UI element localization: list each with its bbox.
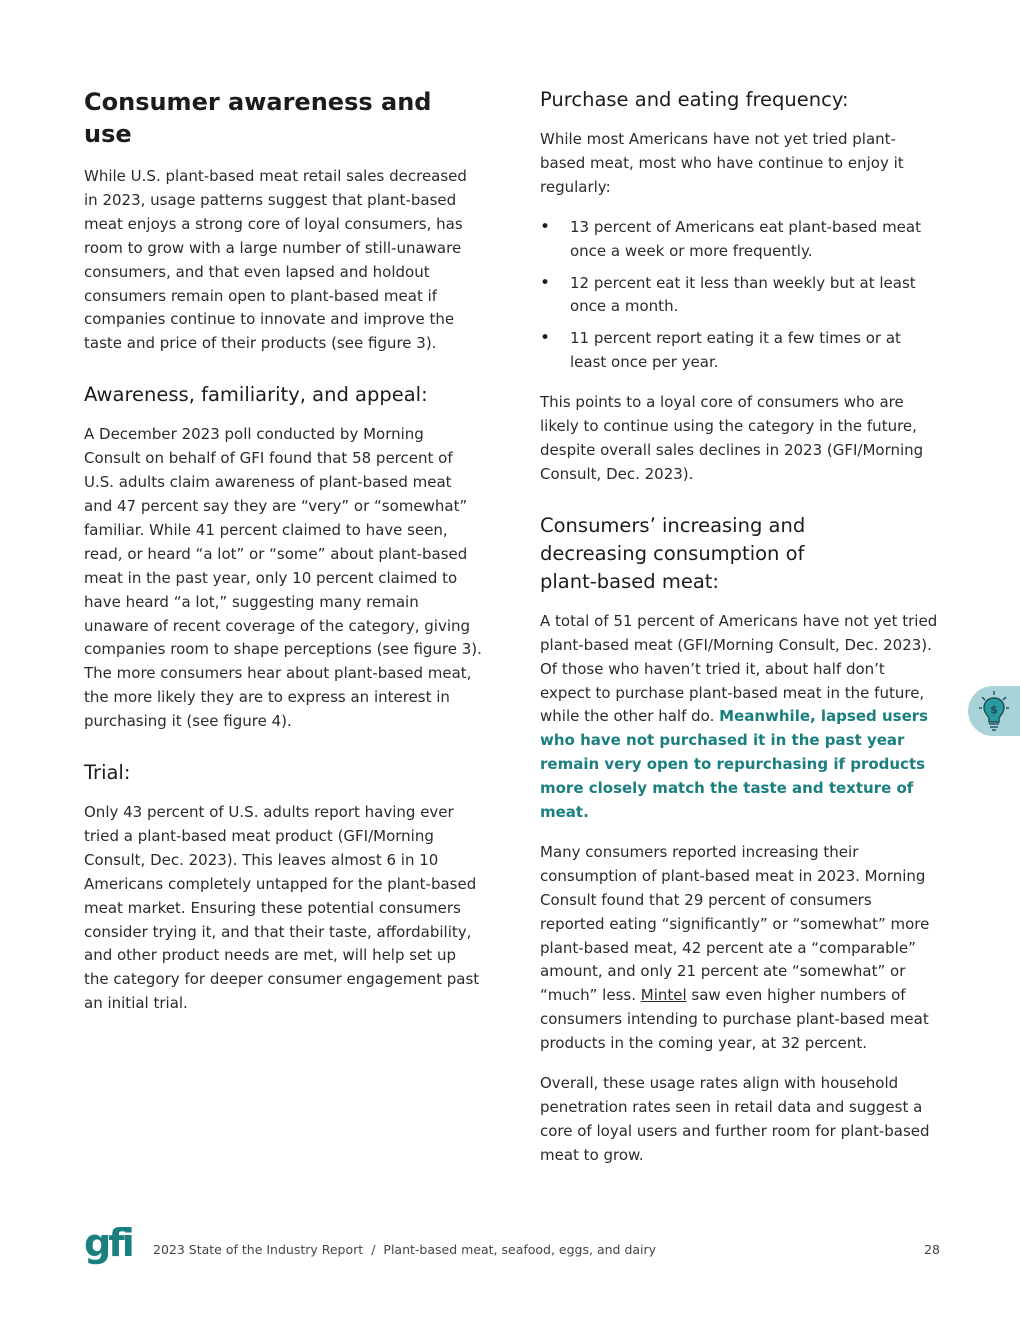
section-title: Consumer awareness and use [84,88,432,148]
list-item: • 13 percent of Americans eat plant-based meat once a week or more frequently. [540,216,940,264]
highlighted-callout: Meanwhile, lapsed users who have not purchased it in the past year remain very open to repurchasing if products more closely match the taste and texture of meat. [540,707,929,822]
intro-paragraph: While U.S. plant-based meat retail sales decreased in 2023, usage patterns suggest that plant-based meat enjoys a strong core of loyal consumers, has room to grow with a large number of still-unaware consumers, and that even lapsed and holdout consumers remain open to plant-based meat if companies continue to innovate and improve the taste and price of their products (see figure 3). [84,167,467,353]
lightbulb-dollar-icon [978,690,1010,734]
frequency-heading: Purchase and eating frequency: [540,88,849,111]
list-item: • 12 percent eat it less than weekly but at least once a month. [540,272,940,320]
right-column [540,86,940,1184]
trial-paragraph: Only 43 percent of U.S. adults report having ever tried a plant-based meat product (GFI/Morning Consult, Dec. 2023). This leaves almost 6 in 10 Americans completely untapped for the plant-based meat market. Ensuring these potential consumers consider trying it, and that their taste, affordability, and other product needs are met, will help set up the category for deeper consumer engagement past an initial trial. [84,803,480,1013]
awareness-heading: Awareness, familiarity, and appeal: [84,383,428,407]
svg-text:gfi: gfi [84,1222,132,1265]
awareness-paragraph: A December 2023 poll conducted by Morning Consult on behalf of GFI found that 58 percent of U.S. adults claim awareness of plant-based meat and 47 percent say they are “very” or “somewhat” familiar. While 41 percent claimed to have seen, read, or heard “a lot” or “some” about plant-based meat in the past year, only 10 percent claimed to have heard “a lot,” suggesting many remain unaware of recent coverage of the category, giving companies room to shape perceptions (see figure 3). The more consumers hear about plant-based meat, the more likely they are to express an interest in purchasing it (see figure 4). [84,425,482,731]
page-footer [84,1222,940,1276]
frequency-list [540,216,940,375]
consumption-heading: Consumers’ increasing and decreasing consumption of plant-based meat: [540,513,806,593]
frequency-outro: This points to a loyal core of consumers who are likely to continue using the category in the future, despite overall sales declines in 2023 (GFI/Morning Consult, Dec. 2023). [540,393,924,483]
page-number: 28 [924,1242,940,1257]
left-column [84,86,484,1032]
svg-text:$: $ [990,703,998,716]
footer-report-title: 2023 State of the Industry Report / Plant-based meat, seafood, eggs, and dairy [153,1242,657,1257]
trial-heading: Trial: [84,761,131,785]
mintel-link[interactable]: Mintel [640,986,687,1005]
side-tab-button[interactable] [968,686,1020,736]
consumption-paragraph-2: Many consumers reported increasing their consumption of plant-based meat in 2023. Morning Consult found that 29 percent of consumers reported eating “significantly” or “somewhat” more plant-based meat, 42 percent ate a “comparable” amount, and only 21 percent ate “somewhat” or “much” less. Mintel saw even higher numbers of consumers intending to purchase plant-based meat products in the coming year, at 32 percent. [540,842,930,1053]
consumption-paragraph-3: Overall, these usage rates align with household penetration rates seen in retail data and suggest a core of loyal users and further room for plant-based meat to grow. [540,1074,930,1164]
consumption-paragraph-1: A total of 51 percent of Americans have not yet tried plant-based meat (GFI/Morning Consult, Dec. 2023). Of those who haven’t tried it, about half don’t expect to purchase plant-based meat in the future, while the other half do. Meanwhile, lapsed users who have not purchased it in the past year remain very open to repurchasing if products more closely match the taste and texture of meat. [540,611,938,822]
frequency-intro: While most Americans have not yet tried plant-based meat, most who have continue to enjoy it regularly: [540,130,904,196]
list-item: • 11 percent report eating it a few times or at least once per year. [540,327,940,375]
gfi-logo [84,1222,134,1276]
